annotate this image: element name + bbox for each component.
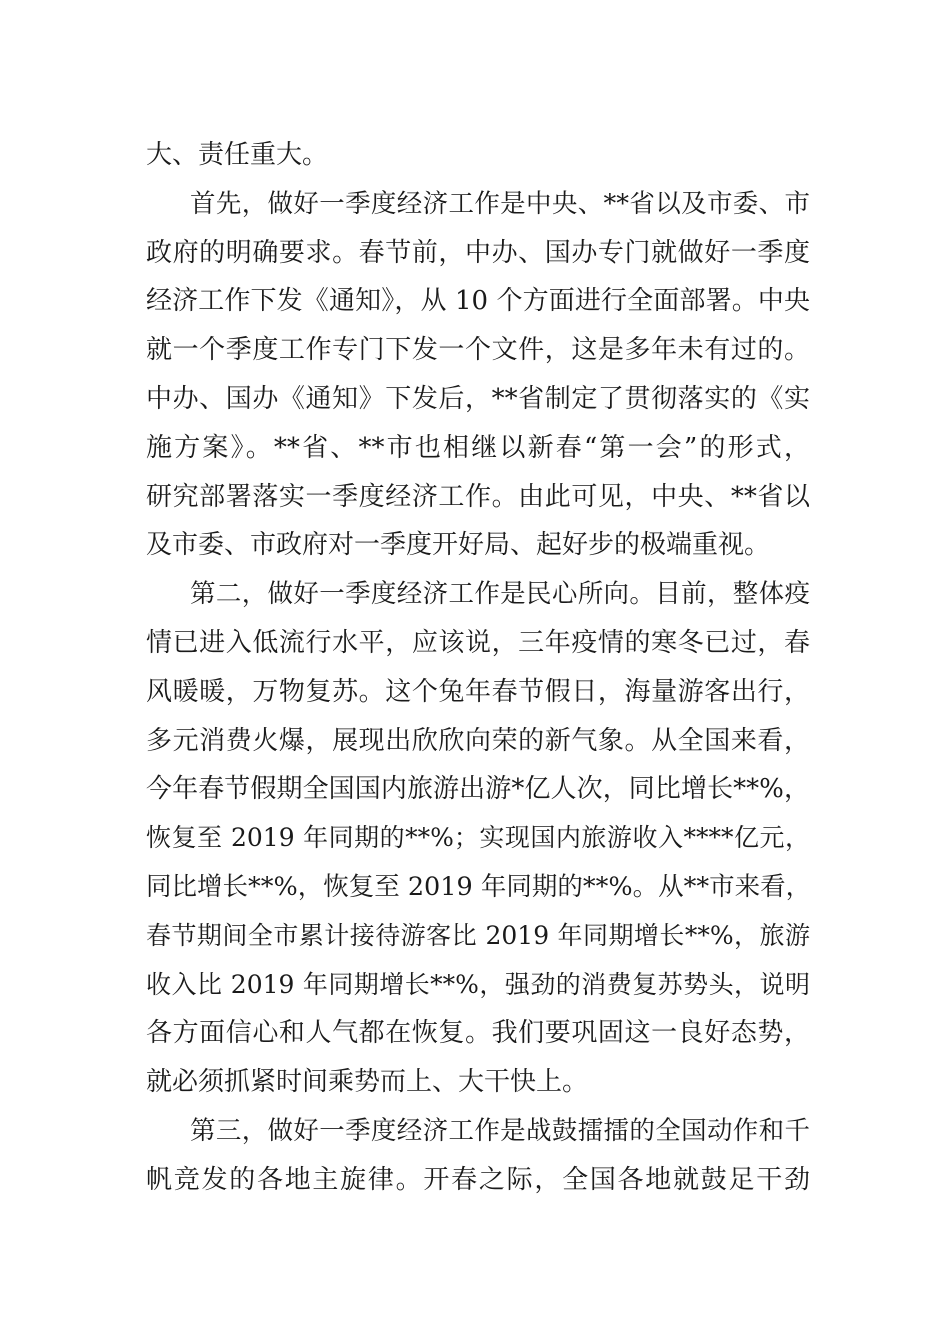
- text-line: 大、责任重大。: [146, 140, 329, 170]
- text-line: 情已进入低流行水平，应该说，三年疫情的寒冬已过，春: [146, 627, 810, 658]
- text-line: 经济工作下发《通知》，从 10 个方面进行全面部署。中央: [146, 286, 810, 317]
- text-line: 收入比 2019 年同期增长**%，强劲的消费复苏势头，说明: [146, 969, 810, 999]
- text-line: 就必须抓紧时间乘势而上、大干快上。: [146, 1067, 589, 1098]
- text-line: 帆竞发的各地主旋律。开春之际，全国各地就鼓足干劲: [146, 1164, 810, 1195]
- body-text: [146, 131, 810, 1205]
- text-line: 政府的明确要求。春节前，中办、国办专门就做好一季度: [146, 237, 810, 268]
- text-line: 中办、国办《通知》下发后，**省制定了贯彻落实的《实: [146, 383, 810, 414]
- text-line: 就一个季度工作专门下发一个文件，这是多年未有过的。: [146, 335, 810, 366]
- text-line: 多元消费火爆，展现出欣欣向荣的新气象。从全国来看，: [146, 725, 810, 756]
- text-line: 同比增长**%，恢复至 2019 年同期的**%。从**市来看，: [146, 871, 812, 902]
- text-line: 春节期间全市累计接待游客比 2019 年同期增长**%，旅游: [146, 920, 810, 950]
- text-line: 今年春节假期全国国内旅游出游*亿人次，同比增长**%，: [146, 774, 810, 805]
- text-line: 各方面信心和人气都在恢复。我们要巩固这一良好态势，: [146, 1018, 810, 1049]
- text-line: 风暖暖，万物复苏。这个兔年春节假日，海量游客出行，: [146, 676, 810, 707]
- paragraph-first-line: 首先，做好一季度经济工作是中央、**省以及市委、市: [190, 188, 810, 219]
- paragraph-first-line: 第三，做好一季度经济工作是战鼓擂擂的全国动作和千: [190, 1115, 810, 1146]
- text-line: 及市委、市政府对一季度开好局、起好步的极端重视。: [146, 530, 771, 561]
- text-line: 施方案》。**省、**市也相继以新春“第一会”的形式，: [146, 432, 810, 463]
- paragraph-first-line: 第二，做好一季度经济工作是民心所向。目前，整体疫: [190, 579, 810, 610]
- text-line: 研究部署落实一季度经济工作。由此可见，中央、**省以: [146, 481, 810, 512]
- text-line: 恢复至 2019 年同期的**%；实现国内旅游收入****亿元，: [146, 823, 810, 853]
